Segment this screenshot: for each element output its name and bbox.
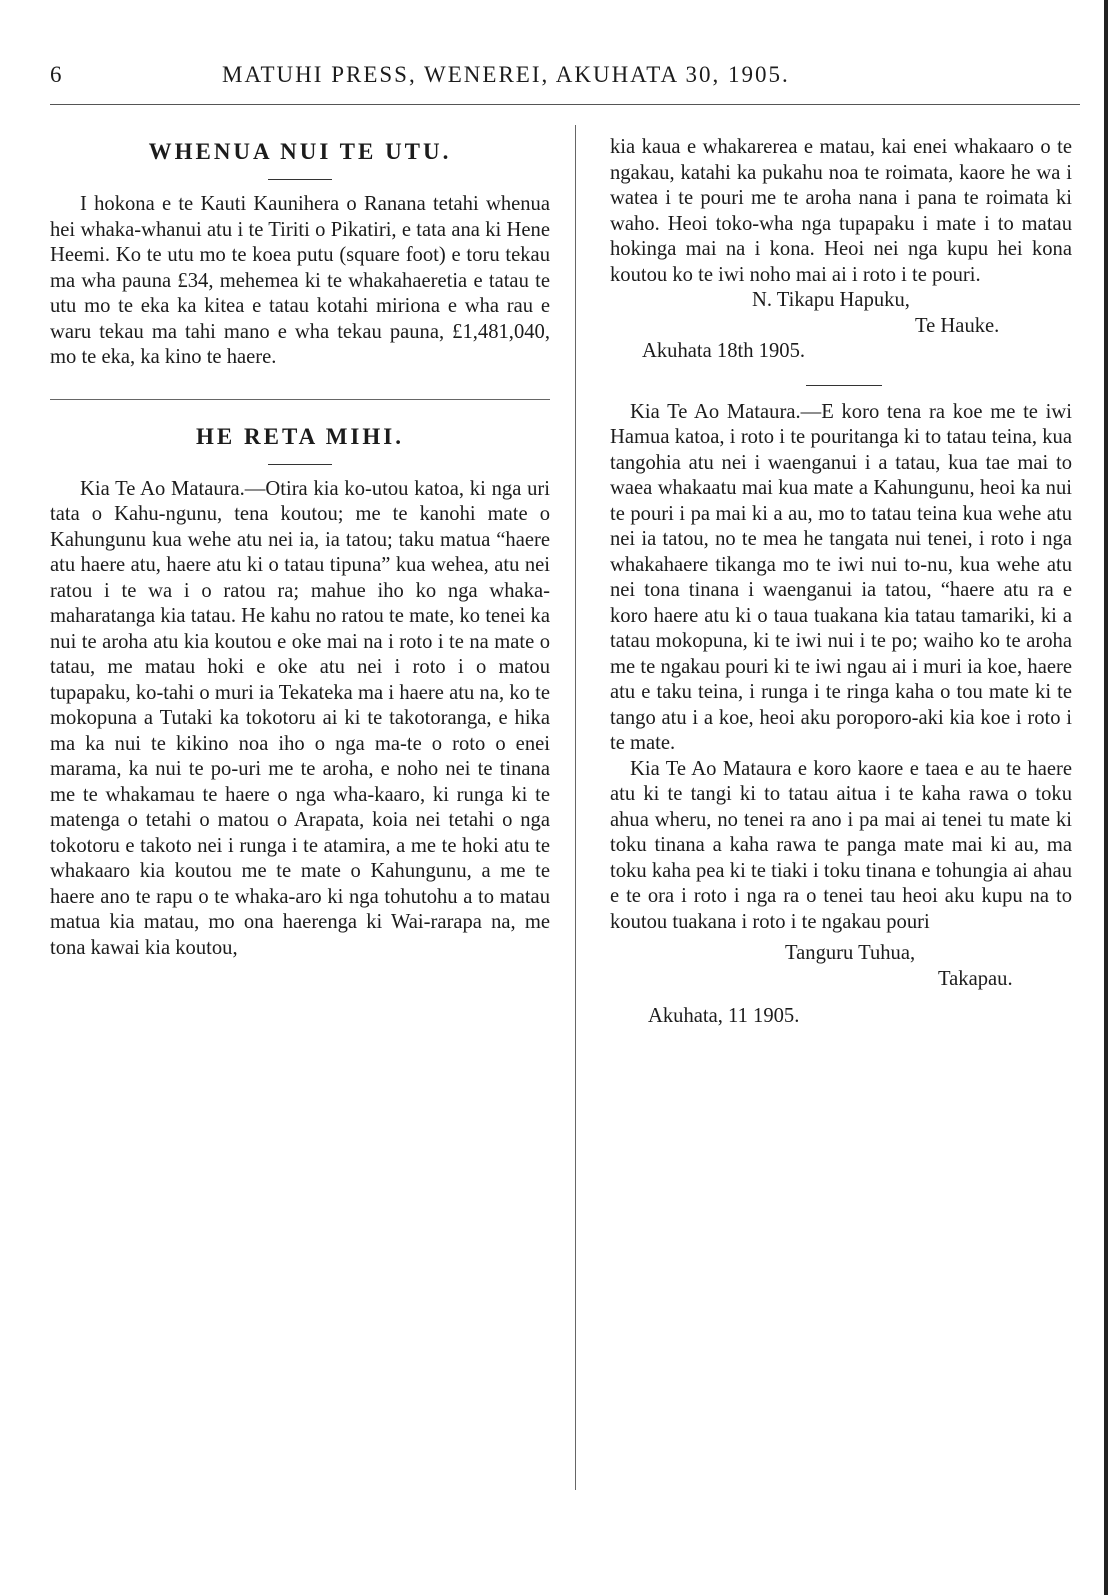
header-rule xyxy=(50,104,1080,105)
article-title-whenua: WHENUA NUI TE UTU. xyxy=(148,139,452,164)
right-column xyxy=(610,135,1072,1030)
letter-1-date: Akuhata 18th 1905. xyxy=(642,340,806,362)
letter-1-signature-name: N. Tikapu Hapuku, xyxy=(752,289,910,311)
letter-3-body: Kia Te Ao Mataura e koro kaore e taea e au te haere atu ki te tangi ki to tatau aitua i te kaha rawa o toku ahua wheru, no tenei ra ano i pa mai ai tenei tu mate ki toku tinana a kaha rawa te panga mate mai ki au, ma toku kaha pea ki te tiaki i toku tinana e tohungia ai ahau e te ora i roto i nga ra o tenei tau heoi aku kupu na to koutou tuakana i roto i te ngakau pouri xyxy=(610,757,1072,933)
letter-3-signature-name: Tanguru Tuhua, xyxy=(785,942,916,964)
column-divider xyxy=(575,125,576,1490)
left-column xyxy=(50,135,550,961)
title-rule xyxy=(268,464,332,465)
letter-1-body-part-2: kia kaua e whakarerea e matau, kai enei whakaaro o te ngakau, katahi ka pukahu noa te roimata, kaore he wa i watea i te pouri me te aroha nana i pana te roimata ki waho. Heoi toko-wha nga tupapaku i mate i to matau hokinga mai na i kona. Heoi nei nga kupu hei kona koutou ko te iwi noho mai ai i roto i te pouri. xyxy=(610,136,1072,286)
letter-3-date: Akuhata, 11 1905. xyxy=(648,1005,800,1027)
page-edge-border xyxy=(1104,0,1108,1595)
letter-2-body: Kia Te Ao Mataura.—E koro tena ra koe me te iwi Hamua katoa, i roto i te pouritanga ki to tatau teina, kua tangohia atu nei i waenganui i a tatau, kua tae mai to waea whakaatu mai kua mate a Kahungunu, heoi ka nui te pouri i pa mai ki a au, mo to tatau teina kua wehe atu nei ia tatou, no te mea he tangata nui tenei, i roto i nga whakahaere tikanga mo te iwi nui to-nu, kua wehe atu nei tona tinana i waenganui ia tatou, “haere atu ra e koro haere atu ki o taua tuakana kia tatau tamariki, ki a tatau mokopuna, ki te iwi nui i te po; waiho ko te aroha me te ngakau pouri ki te iwi ngau ai i muri ia koe, haere atu e taku teina, i runga i te ringa kaha o tou mate ki te tango atu i a koe, heoi aku poroporo-aki kia koe i roto i te mate. xyxy=(610,400,1072,754)
title-rule xyxy=(268,179,332,180)
masthead: MATUHI PRESS, WENEREI, AKUHATA 30, 1905. xyxy=(222,62,790,87)
letter-divider xyxy=(806,385,882,386)
page-header xyxy=(0,58,1080,98)
page-number: 6 xyxy=(50,62,64,87)
section-divider xyxy=(50,399,550,400)
article-body-whenua: I hokona e te Kauti Kaunihera o Ranana tetahi whenua hei whaka-whanui atu i te Tiriti o Pikatiri, e tata ana ki Hene Heemi. Ko te utu mo te koea putu (square foot) e toru tekau ma wha pauna £34, mehemea ki te whakahaeretia e tatau te utu mo te eka ka kitea e tatau kotahi miriona e wha rau e waru tekau ma tahi mano e wha tekau pauna, £1,481,040, mo te eka, ka kino te haere. xyxy=(50,193,550,368)
article-title-reta-mihi: HE RETA MIHI. xyxy=(196,423,404,449)
letter-3-signature-place: Takapau. xyxy=(938,967,1013,990)
letter-1-signature-place: Te Hauke. xyxy=(915,314,1000,337)
letter-1-body-part-1: Kia Te Ao Mataura.—Otira kia ko-utou katoa, ki nga uri tata o Kahu-ngunu, tena koutou; me te kanohi mate o Kahungunu kua wehe atu nei ia, ia tatou; taku matua “haere atu haere atu, haere atu ki o tatau tipuna” kua wehea, atu nei ratou i te wa i o ratou ra; mahue iho ko nga whaka-maharatanga kia tatau. He kahu no ratou te mate, ko tenei ka nui te aroha atu kia koutou e oke mai na i roto i te na mate o tatau, me matau hoki e oke atu nei i roto i o matou tupapaku, ko-tahi o muri ia Tekateka ma i haere atu na, ko te mokopuna a Tutaki ka tokotoru ai ki te takotoranga, e hika ma ka nui te kikino noa iho o nga ma-te o roto o enei marama, ka nui te po-uri me te aroha, e noho nei te tinana me te whakamau te haere o nga wha-kaaro, ki runga ki te matenga o tetahi o matou o Arapata, koia nei tetahi o nga tokotoru e takoto nei i runga i te atamira, a me te hoki atu te whakaaro kia koutou me te mate o Kahungunu, a me te haere ano te rapu o te whaka-aro ki nga tohutohu a to matau matua kia matau, mo ona haerenga ki Wai-rarapa na, me tona kawai kia koutou, xyxy=(50,477,550,959)
